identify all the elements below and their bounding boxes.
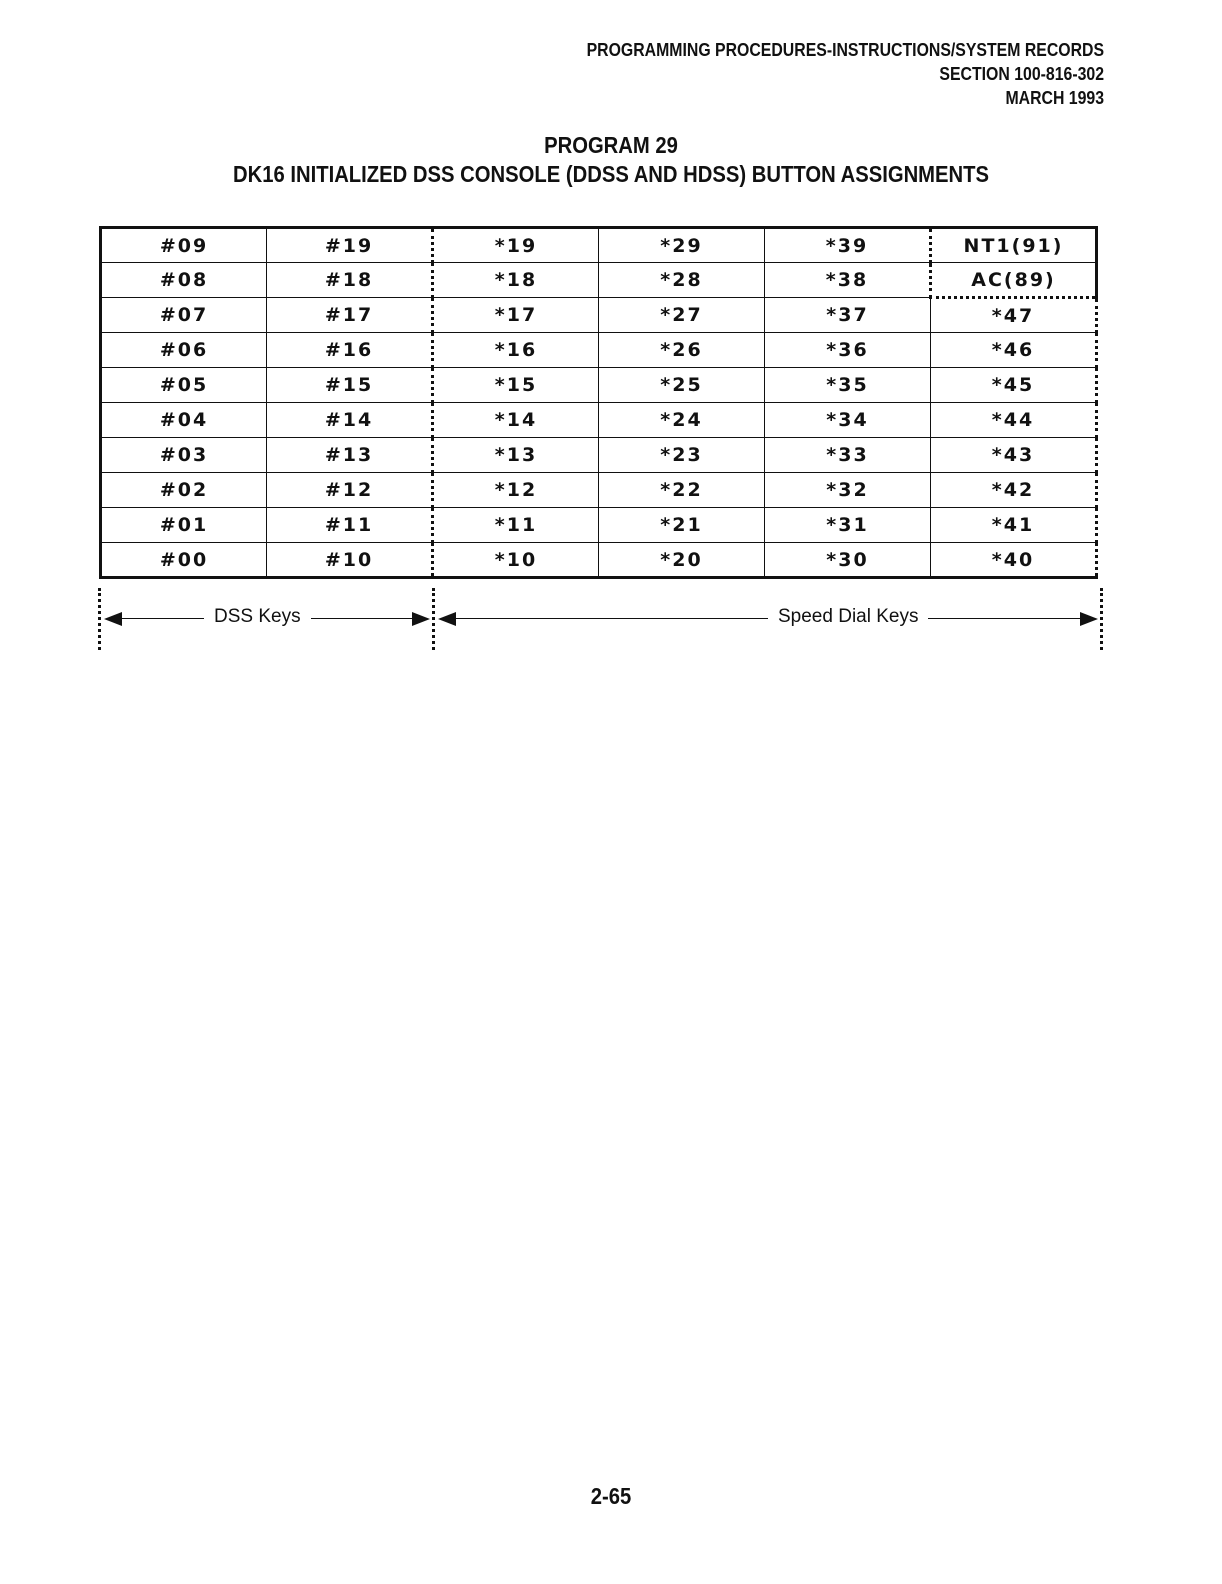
dss-key-cell: #01 (101, 508, 267, 543)
dss-key-cell: #03 (101, 438, 267, 473)
dss-key-cell: #08 (101, 263, 267, 298)
dss-key-cell: #09 (101, 228, 267, 263)
dss-key-cell: #19 (267, 228, 433, 263)
nt1-key-cell: NT1(91) (931, 228, 1097, 263)
speed-dial-key-cell: *29 (599, 228, 765, 263)
speed-dial-keys-span (438, 606, 1098, 630)
grid-row (101, 333, 1097, 368)
speed-dial-key-cell: *25 (599, 368, 765, 403)
speed-dial-key-cell: *17 (433, 298, 599, 333)
grid-row (101, 263, 1097, 298)
speed-dial-key-cell: *28 (599, 263, 765, 298)
speed-dial-key-cell: *23 (599, 438, 765, 473)
speed-dial-key-cell: *20 (599, 543, 765, 578)
left-boundary-dots (98, 588, 101, 650)
dss-key-cell: #18 (267, 263, 433, 298)
dss-keys-label: DSS Keys (204, 606, 311, 628)
speed-dial-key-cell: *22 (599, 473, 765, 508)
dss-key-cell: #10 (267, 543, 433, 578)
dss-key-cell: #17 (267, 298, 433, 333)
right-arrow-icon (1080, 612, 1098, 626)
speed-dial-key-cell: *31 (765, 508, 931, 543)
grid-row (101, 543, 1097, 578)
speed-dial-key-cell: *11 (433, 508, 599, 543)
speed-dial-keys-label: Speed Dial Keys (768, 606, 928, 628)
grid-row (101, 368, 1097, 403)
speed-dial-key-cell: *18 (433, 263, 599, 298)
program-title (0, 131, 1222, 189)
header-line-section: SECTION 100-816-302 (939, 64, 1104, 84)
grid-row (101, 298, 1097, 333)
speed-dial-key-cell: *43 (931, 438, 1097, 473)
document-header (587, 38, 1104, 110)
speed-dial-key-cell: *27 (599, 298, 765, 333)
dss-key-cell: #16 (267, 333, 433, 368)
speed-dial-key-cell: *47 (931, 298, 1097, 333)
left-arrow-icon (438, 612, 456, 626)
speed-dial-key-cell: *37 (765, 298, 931, 333)
header-line-date: MARCH 1993 (1005, 88, 1104, 108)
dss-key-cell: #12 (267, 473, 433, 508)
dss-speed-divider-dots (432, 588, 435, 650)
grid-row (101, 403, 1097, 438)
speed-dial-key-cell: *46 (931, 333, 1097, 368)
speed-dial-key-cell: *33 (765, 438, 931, 473)
speed-dial-key-cell: *10 (433, 543, 599, 578)
speed-dial-key-cell: *14 (433, 403, 599, 438)
speed-dial-key-cell: *24 (599, 403, 765, 438)
dss-key-cell: #05 (101, 368, 267, 403)
speed-dial-key-cell: *21 (599, 508, 765, 543)
dss-key-cell: #14 (267, 403, 433, 438)
speed-dial-key-cell: *13 (433, 438, 599, 473)
dss-keys-span (104, 606, 430, 630)
grid-row (101, 438, 1097, 473)
dss-key-cell: #02 (101, 473, 267, 508)
program-number: PROGRAM 29 (544, 132, 678, 158)
dss-key-cell: #04 (101, 403, 267, 438)
dss-key-cell: #07 (101, 298, 267, 333)
button-assignment-grid (99, 226, 1098, 579)
speed-dial-key-cell: *32 (765, 473, 931, 508)
dss-key-cell: #15 (267, 368, 433, 403)
dss-key-cell: #00 (101, 543, 267, 578)
program-description: DK16 INITIALIZED DSS CONSOLE (DDSS AND HDSS) BUTTON ASSIGNMENTS (232, 161, 990, 187)
left-arrow-icon (104, 612, 122, 626)
dss-key-cell: #13 (267, 438, 433, 473)
speed-dial-key-cell: *35 (765, 368, 931, 403)
speed-dial-key-cell: *30 (765, 543, 931, 578)
page-number (0, 1483, 1222, 1510)
speed-dial-key-cell: *44 (931, 403, 1097, 438)
speed-dial-key-cell: *41 (931, 508, 1097, 543)
page-number-text: 2-65 (590, 1483, 632, 1509)
speed-dial-key-cell: *12 (433, 473, 599, 508)
right-boundary-dots (1100, 588, 1103, 650)
grid-row (101, 473, 1097, 508)
speed-dial-key-cell: *38 (765, 263, 931, 298)
speed-dial-key-cell: *19 (433, 228, 599, 263)
speed-dial-key-cell: *39 (765, 228, 931, 263)
speed-dial-key-cell: *40 (931, 543, 1097, 578)
speed-dial-key-cell: *26 (599, 333, 765, 368)
ac-key-cell: AC(89) (931, 263, 1097, 298)
right-arrow-icon (412, 612, 430, 626)
speed-dial-key-cell: *15 (433, 368, 599, 403)
grid-row (101, 508, 1097, 543)
dss-key-cell: #06 (101, 333, 267, 368)
speed-dial-key-cell: *36 (765, 333, 931, 368)
header-line-title: PROGRAMMING PROCEDURES-INSTRUCTIONS/SYSTEM RECORDS (586, 40, 1104, 60)
grid-row (101, 228, 1097, 263)
speed-dial-key-cell: *34 (765, 403, 931, 438)
speed-dial-key-cell: *16 (433, 333, 599, 368)
speed-dial-key-cell: *42 (931, 473, 1097, 508)
dss-key-cell: #11 (267, 508, 433, 543)
speed-dial-key-cell: *45 (931, 368, 1097, 403)
